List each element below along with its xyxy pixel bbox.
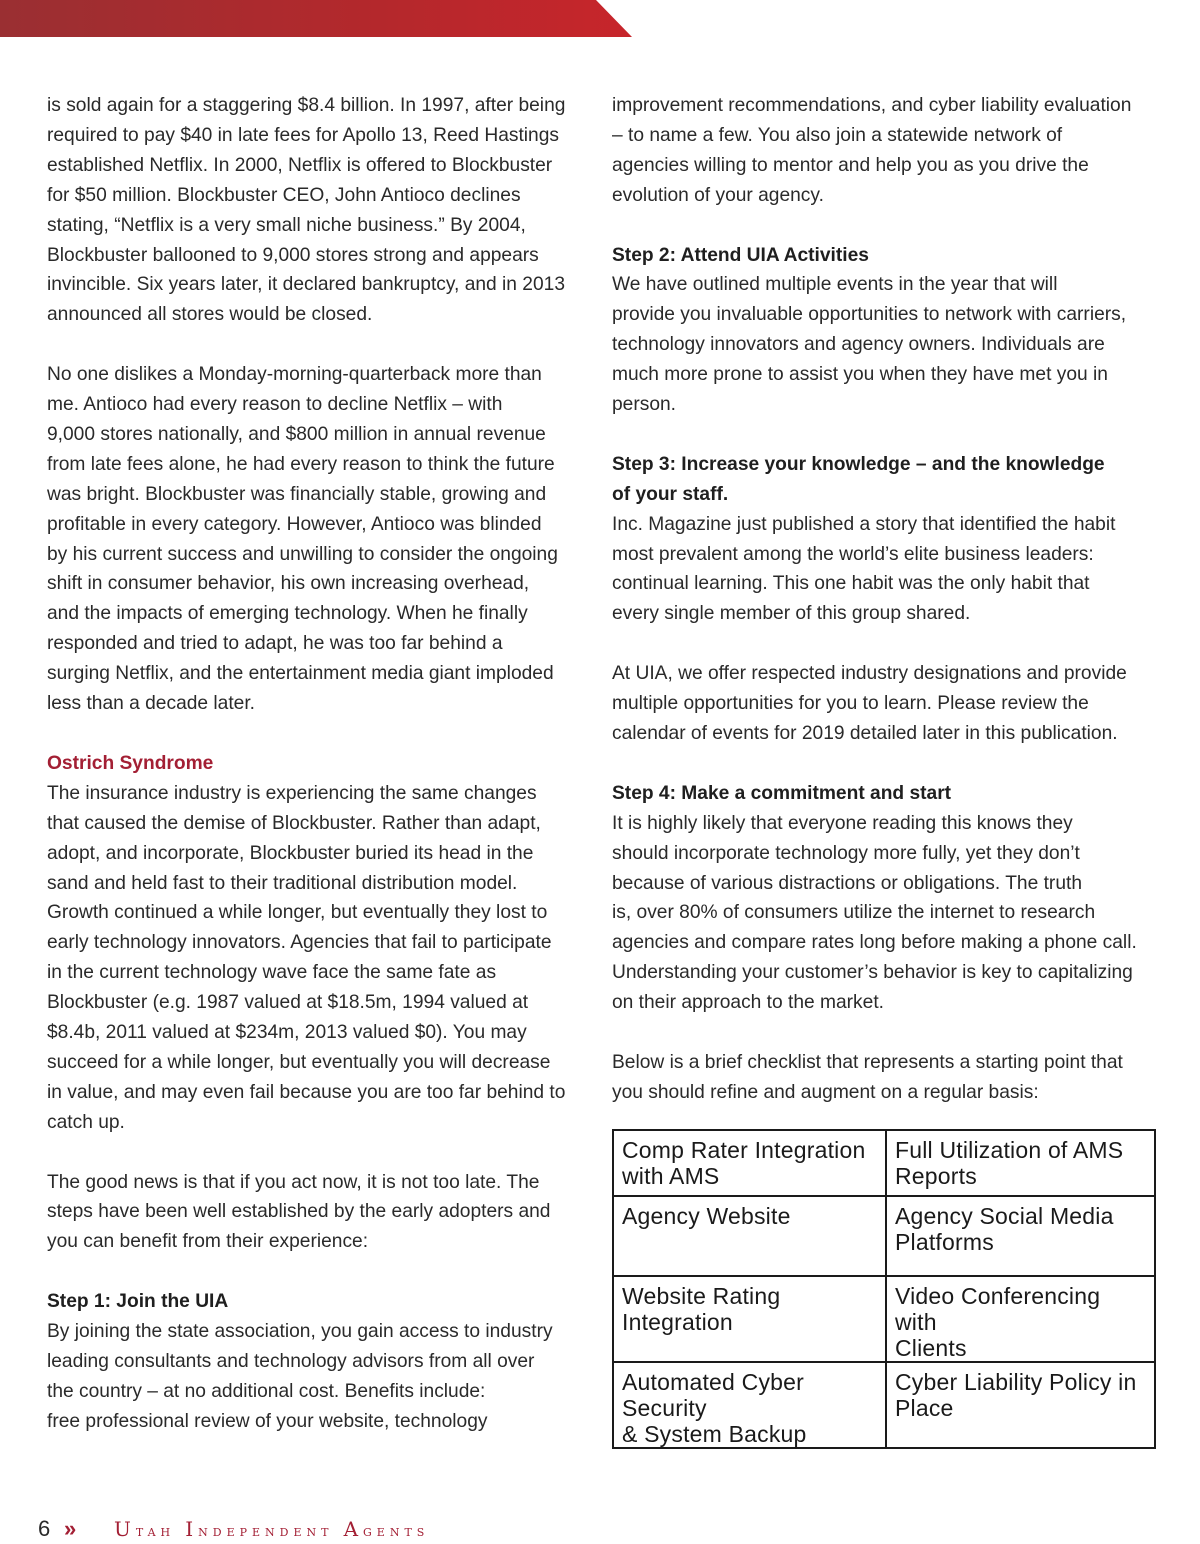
checklist-cell: Cyber Liability Policy in Place: [886, 1362, 1155, 1448]
page-number: 6: [38, 1516, 51, 1541]
heading-step-2: Step 2: Attend UIA Activities: [612, 244, 869, 266]
left-column: [47, 91, 595, 1437]
checklist-table: [612, 1129, 1156, 1449]
right-column: [612, 91, 1160, 1108]
paragraph-netflix-history: is sold again for a staggering $8.4 billion. In 1997, after being required to pay $40 in late fees for Apollo 13, Reed Hastings established Netflix. In 2000, Netflix is offered to Blockbuster for $50 million. Blockbuster CEO, John Antioco declines stating, “Netflix is a very small niche business.” By 2004, Blockbuster ballooned to 9,000 stores strong and appears invincible. Six years later, it declared bankruptcy, and in 2013 announced all stores would be closed.: [47, 95, 566, 326]
table-row: [613, 1362, 1155, 1448]
paragraph-step-2: We have outlined multiple events in the year that will provide you invaluable opportunities to network with carriers, technology innovators and agency owners. Individuals are much more prone to assist you when they have met you in person.: [612, 274, 1127, 416]
heading-step-1: Step 1: Join the UIA: [47, 1291, 229, 1313]
checklist-cell: Agency Social Media Platforms: [886, 1196, 1155, 1276]
chevron-right-icon: »: [64, 1516, 74, 1541]
top-banner: [0, 0, 632, 37]
heading-step-3: Step 3: Increase your knowledge – and the knowledge of your staff.: [612, 453, 1105, 505]
checklist-cell: Video Conferencing with Clients: [886, 1276, 1155, 1362]
checklist-cell: Automated Cyber Security & System Backup: [613, 1362, 886, 1448]
paragraph-insurance-industry: The insurance industry is experiencing the same changes that caused the demise of Blockbuster. Rather than adapt, adopt, and incorporate, Blockbuster buried its head in the sand and held fast to their traditional distribution model. Growth continued a while longer, but eventually they lost to early technology innovators. Agencies that fail to participate in the current technology wave face the same fate as Blockbuster (e.g. 1987 valued at $18.5m, 1994 valued at $8.4b, 2011 valued at $234m, 2013 valued $0). You may succeed for a while longer, but eventually you will decrease in value, and may even fail because you are too far behind to catch up.: [47, 782, 566, 1133]
paragraph-step-1-continued: improvement recommendations, and cyber liability evaluation – to name a few. You also join a statewide network of agencies willing to mentor and help you as you drive the evolution of your agency.: [612, 95, 1132, 206]
checklist-cell: Agency Website: [613, 1196, 886, 1276]
table-row: [613, 1130, 1155, 1196]
paragraph-uia-designations: At UIA, we offer respected industry designations and provide multiple opportunities for you to learn. Please review the calendar of events for 2019 detailed later in this publication.: [612, 663, 1127, 744]
table-row: [613, 1276, 1155, 1362]
paragraph-step-3: Inc. Magazine just published a story that identified the habit most prevalent among the world’s elite business leaders: continual learning. This one habit was the only habit that every single member of this group shared.: [612, 513, 1116, 625]
checklist-cell: Full Utilization of AMS Reports: [886, 1130, 1155, 1196]
publication-title: Utah Independent Agents: [114, 1517, 430, 1541]
heading-ostrich-syndrome: Ostrich Syndrome: [47, 752, 214, 774]
paragraph-step-1: By joining the state association, you gain access to industry leading consultants and technology advisors from all over the country – at no additional cost. Benefits include: free professional review of your website, technology: [47, 1321, 553, 1432]
paragraph-good-news: The good news is that if you act now, it is not too late. The steps have been well established by the early adopters and you can benefit from their experience:: [47, 1171, 551, 1253]
paragraph-checklist-intro: Below is a brief checklist that represents a starting point that you should refine and augment on a regular basis:: [612, 1051, 1123, 1103]
paragraph-step-4: It is highly likely that everyone reading this knows they should incorporate technology more fully, yet they don’t because of various distractions or obligations. The truth is, over 80% of consumers utilize the internet to research agencies and compare rates long before making a phone call. Understanding your customer’s behavior is key to capitalizing on their approach to the market.: [612, 812, 1137, 1014]
checklist-cell: Website Rating Integration: [613, 1276, 886, 1362]
paragraph-monday-morning: No one dislikes a Monday-morning-quarterback more than me. Antioco had every reason to decline Netflix – with 9,000 stores nationally, and $800 million in annual revenue from late fees alone, he had every reason to think the future was bright. Blockbuster was financially stable, growing and profitable in every category. However, Antioco was blinded by his current success and unwilling to consider the ongoing shift in consumer behavior, his own increasing overhead, and the impacts of emerging technology. When he finally responded and tried to adapt, he was too far behind a surging Netflix, and the entertainment media giant imploded less than a decade later.: [47, 364, 558, 715]
checklist-cell: Comp Rater Integration with AMS: [613, 1130, 886, 1196]
table-row: [613, 1196, 1155, 1276]
heading-step-4: Step 4: Make a commitment and start: [612, 782, 952, 804]
